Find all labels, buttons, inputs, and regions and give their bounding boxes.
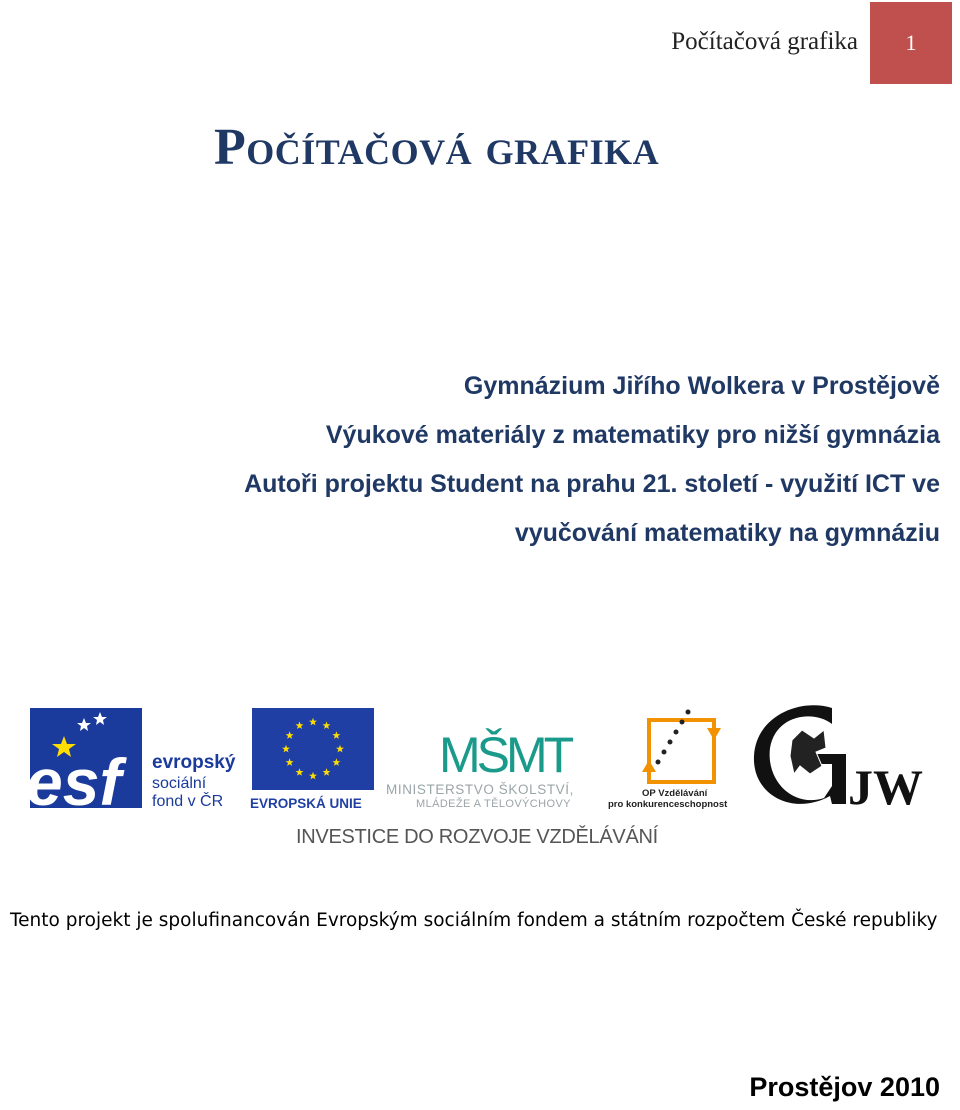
school-name: Gymnázium Jiřího Wolkera v Prostějově <box>463 372 940 400</box>
gjw-mark: JW <box>848 759 923 815</box>
esf-text-line3: fond v ČR <box>152 793 224 810</box>
esf-text-line2: sociální <box>152 775 207 792</box>
document-title: Počítačová grafika <box>214 119 660 176</box>
gjw-logo <box>754 705 923 815</box>
msmt-line2: MLÁDEŽE A TĚLOVÝCHOVY <box>416 798 571 810</box>
gjw-eagle-icon <box>790 730 826 774</box>
op-line2: pro konkurenceschopnost <box>608 799 728 810</box>
cofinancing-note: Tento projekt je spolufinancován Evropským sociálním fondem a státním rozpočtem České republiky <box>10 910 938 931</box>
op-logo <box>608 710 728 811</box>
esf-logo <box>26 708 236 819</box>
op-frame-icon <box>649 720 714 782</box>
materials-line: Výukové materiály z matematiky pro nižší gymnázia <box>325 421 940 449</box>
authors-line-continued: vyučování matematiky na gymnáziu <box>514 519 940 547</box>
place-and-year: Prostějov 2010 <box>749 1072 940 1102</box>
msmt-logo <box>386 727 574 810</box>
op-dots-icon <box>656 710 691 765</box>
msmt-mark: MŠMT <box>439 727 571 783</box>
investment-slogan: INVESTICE DO ROZVOJE VZDĚLÁVÁNÍ <box>296 826 658 848</box>
eu-label: EVROPSKÁ UNIE <box>250 796 362 811</box>
esf-big-letters: esf <box>26 745 122 819</box>
op-line1: OP Vzdělávání <box>642 788 708 799</box>
eu-logo <box>250 708 374 811</box>
page-number-box <box>870 2 952 84</box>
document-info <box>80 362 940 558</box>
authors-line: Autoři projektu Student na prahu 21. století - využití ICT ve <box>244 470 940 498</box>
running-header-title: Počítačová grafika <box>671 28 858 55</box>
msmt-line1: MINISTERSTVO ŠKOLSTVÍ, <box>386 782 574 797</box>
sponsor-logos <box>24 700 936 860</box>
page-number: 1 <box>905 30 917 55</box>
esf-text-line1: evropský <box>152 752 236 773</box>
